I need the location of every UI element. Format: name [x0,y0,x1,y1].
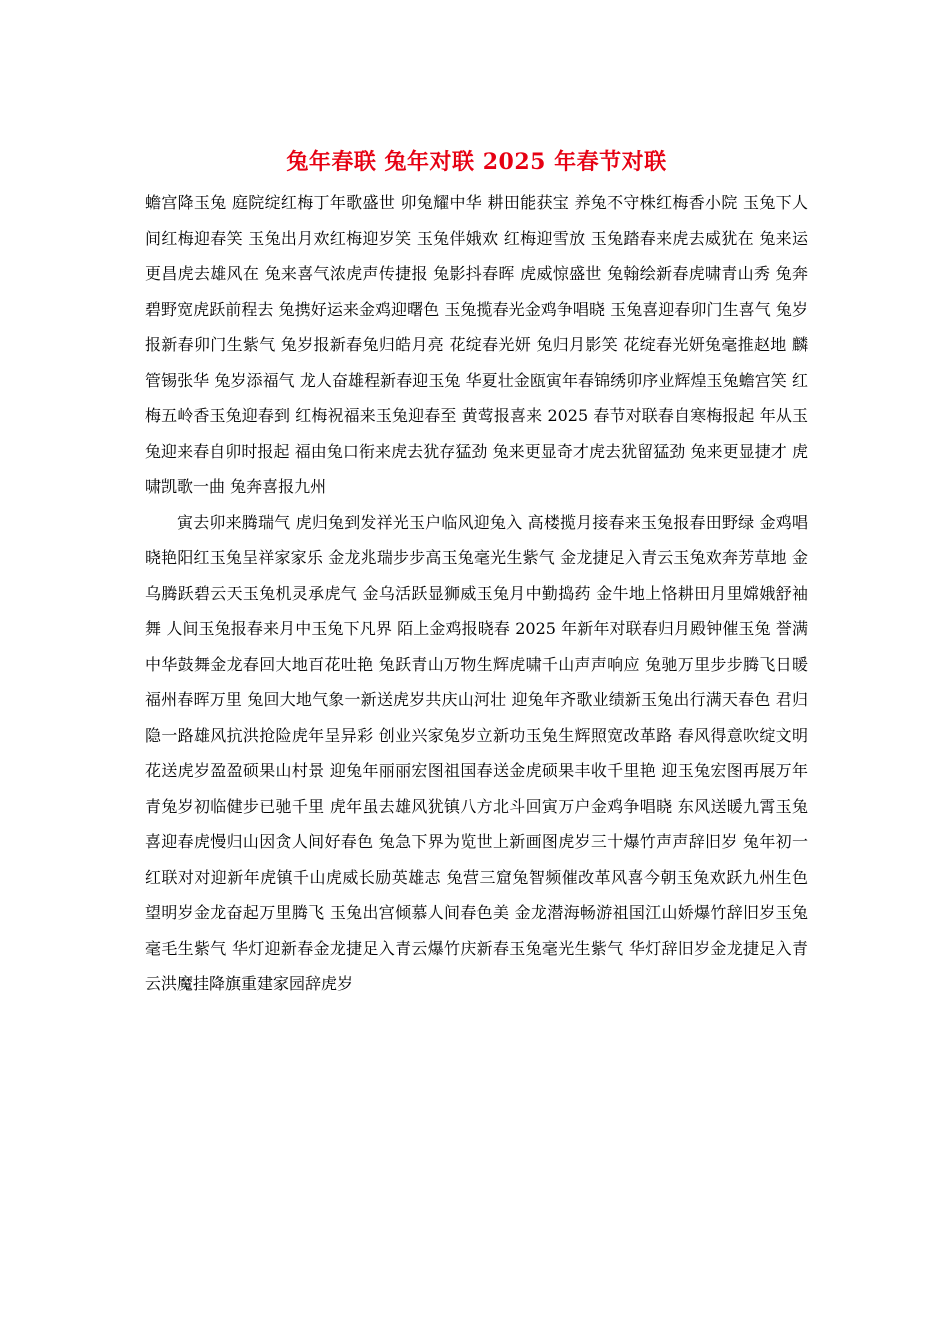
paragraph-2: 寅去卯来腾瑞气 虎归兔到发祥光玉户临风迎兔入 高楼揽月接春来玉兔报春田野绿 金鸡唱晓艳阳红玉兔呈祥家家乐 金龙兆瑞步步高玉兔毫光生紫气 金龙捷足入青云玉兔欢奔芳草地 金乌腾跃碧云天玉兔机灵承虎气 金乌活跃显狮威玉兔月中勤捣药 金牛地上恪耕田月里嫦娥舒袖舞 人间玉兔报春来月中玉兔下凡界 陌上金鸡报晓春 2025 年新年对联春归月殿钟催玉兔 誉满中华鼓舞金龙春回大地百花吐艳 兔跃青山万物生辉虎啸千山声声响应 兔驰万里步步腾飞日暖福州春晖万里 兔回大地气象一新送虎岁共庆山河壮 迎兔年齐歌业绩新玉兔出行满天春色 君归隐一路雄风抗洪抢险虎年呈异彩 创业兴家兔岁立新功玉兔生辉照宽改革路 春风得意吹绽文明花送虎岁盈盈硕果山村景 迎兔年丽丽宏图祖国春送金虎硕果丰收千里艳 迎玉兔宏图再展万年青兔岁初临健步已驰千里 虎年虽去雄风犹镇八方北斗回寅万户金鸡争唱晓 东风送暖九霄玉兔喜迎春虎慢归山因贪人间好春色 兔急下界为览世上新画图虎岁三十爆竹声声辞旧岁 兔年初一红联对对迎新年虎镇千山虎威长励英雄志 兔营三窟兔智频催改革风喜今朝玉兔欢跃九州生色 望明岁金龙奋起万里腾飞 玉兔出宫倾慕人间春色美 金龙潜海畅游祖国江山娇爆竹辞旧岁玉兔毫毛生紫气 华灯迎新春金龙捷足入青云爆竹庆新春玉兔毫光生紫气 华灯辞旧岁金龙捷足入青云洪魔挂降旗重建家园辞虎岁 [145,512,808,993]
paragraph-1: 蟾宫降玉兔 庭院绽红梅丁年歌盛世 卯兔耀中华 耕田能获宝 养兔不守株红梅香小院 玉兔下人间红梅迎春笑 玉兔出月欢红梅迎岁笑 玉兔伴娥欢 红梅迎雪放 玉兔踏春来虎去威犹在 兔来运更昌虎去雄风在 兔来喜气浓虎声传捷报 兔影抖春晖 虎威惊盛世 兔翰绘新春虎啸青山秀 兔奔碧野宽虎跃前程去 兔携好运来金鸡迎曙色 玉兔揽春光金鸡争唱晓 玉兔喜迎春卯门生喜气 兔岁报新春卯门生紫气 兔岁报新春兔归皓月亮 花绽春光妍 兔归月影笑 花绽春光妍兔毫推赵地 麟管锡张华 兔岁添福气 龙人奋雄程新春迎玉兔 华夏壮金瓯寅年春锦绣卯序业辉煌玉兔蟾宫笑 红梅五岭香玉兔迎春到 红梅祝福来玉兔迎春至 黄莺报喜来 2025 春节对联春自寒梅报起 年从玉兔迎来春自卯时报起 福由兔口衔来虎去犹存猛劲 兔来更显奇才虎去犹留猛劲 兔来更显捷才 虎啸凯歌一曲 兔奔喜报九州 [145,193,808,496]
document-title: 兔年春联 兔年对联 2025 年春节对联 [286,149,667,175]
